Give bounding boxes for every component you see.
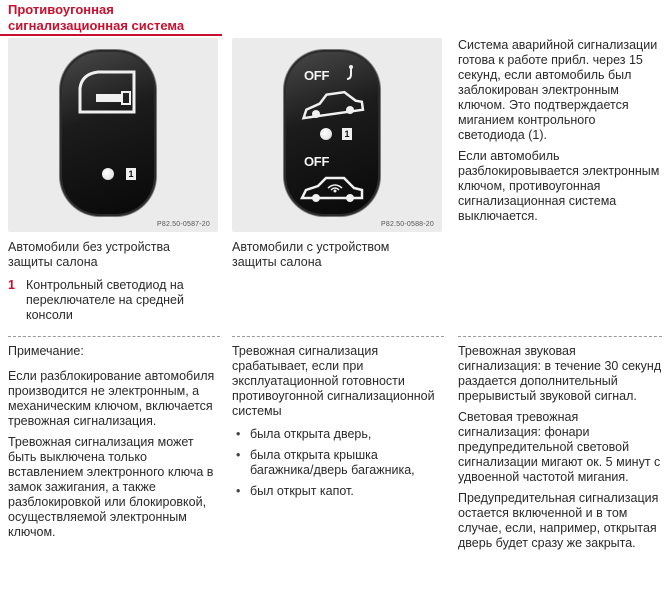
figure-code: P82.50-0587-20	[156, 221, 210, 228]
led-indicator	[102, 168, 114, 180]
car-tilt-icon	[298, 88, 366, 122]
led-number-badge: 1	[126, 168, 136, 180]
list-item: • была открыта крышка багажника/дверь багажника,	[232, 448, 444, 478]
section-title-line2: сигнализационная система	[8, 18, 185, 33]
section-divider	[8, 336, 220, 337]
legend-number: 1	[8, 278, 15, 292]
note-heading: Примечание:	[8, 344, 84, 358]
trigger-list	[232, 427, 444, 499]
section-title	[8, 2, 228, 34]
trigger-intro: Тревожная сигнализация срабатывает, если при эксплуатационной готовности противоугонной сигнализационной системы	[232, 344, 435, 418]
figure-right-panel	[232, 38, 442, 232]
visual-alarm-paragraph: Световая тревожная сигнализация: фонари предупредительной световой сигнализации мигают ок. 5 минут с удвоенной частотой мигания.	[458, 410, 661, 484]
led-indicator	[320, 128, 332, 140]
section-title-line1: Противоугонная	[8, 2, 114, 17]
interior-protection-switch-button	[284, 50, 380, 216]
legend-item	[8, 278, 218, 323]
note-column	[8, 344, 220, 546]
readiness-paragraph: Система аварийной сигнализации готова к работе прибл. через 15 секунд, если автомобиль был заблокирован электронным ключом. Это подтверждается миганием контрольного светодиода (1).	[458, 38, 658, 142]
list-item: • была открыта дверь,	[232, 427, 444, 442]
figure-left-panel	[8, 38, 218, 232]
figure-code: P82.50-0588-20	[380, 221, 434, 228]
alarm-types-column	[458, 344, 662, 557]
door-open-icon	[74, 68, 140, 118]
alarm-off-paragraph: Тревожная сигнализация может быть выключена только вставлением электронного ключа в замок зажигания, а также разблокировкой или блокировкой, осуществляемой электронным ключом.	[8, 435, 214, 539]
figure-left-caption: Автомобили без устройства защиты салона	[8, 240, 170, 269]
legend-text: Контрольный светодиод на переключателе на средней консоли	[26, 278, 184, 322]
section-divider	[232, 336, 444, 337]
tow-hook-icon	[344, 64, 358, 82]
unlock-paragraph: Если автомобиль разблокировывается электронным ключом, противоугонная сигнализационная система выключается.	[458, 149, 660, 223]
title-underline	[0, 34, 222, 36]
off-label-bottom: OFF	[304, 154, 330, 169]
car-interior-sensor-icon	[298, 170, 366, 206]
mechanical-key-paragraph: Если разблокирование автомобиля производится не электронным, а механическим ключом, включается тревожная сигнализация.	[8, 369, 215, 428]
figure-right-caption: Автомобили с устройством защиты салона	[232, 240, 390, 269]
audible-alarm-paragraph: Тревожная звуковая сигнализация: в течение 30 секунд раздается дополнительный прерывистый звуковой сигнал.	[458, 344, 662, 403]
alarm-persists-paragraph: Предупредительная сигнализация остается включенной и в том случае, если, например, открытая дверь будет сразу же закрыта.	[458, 491, 659, 550]
readiness-text-block	[458, 38, 662, 230]
trigger-column	[232, 344, 444, 505]
section-divider	[458, 336, 662, 337]
led-number-badge: 1	[342, 128, 352, 140]
list-item: • был открыт капот.	[232, 484, 444, 499]
alarm-switch-button	[60, 50, 156, 216]
off-label-top: OFF	[304, 68, 330, 83]
